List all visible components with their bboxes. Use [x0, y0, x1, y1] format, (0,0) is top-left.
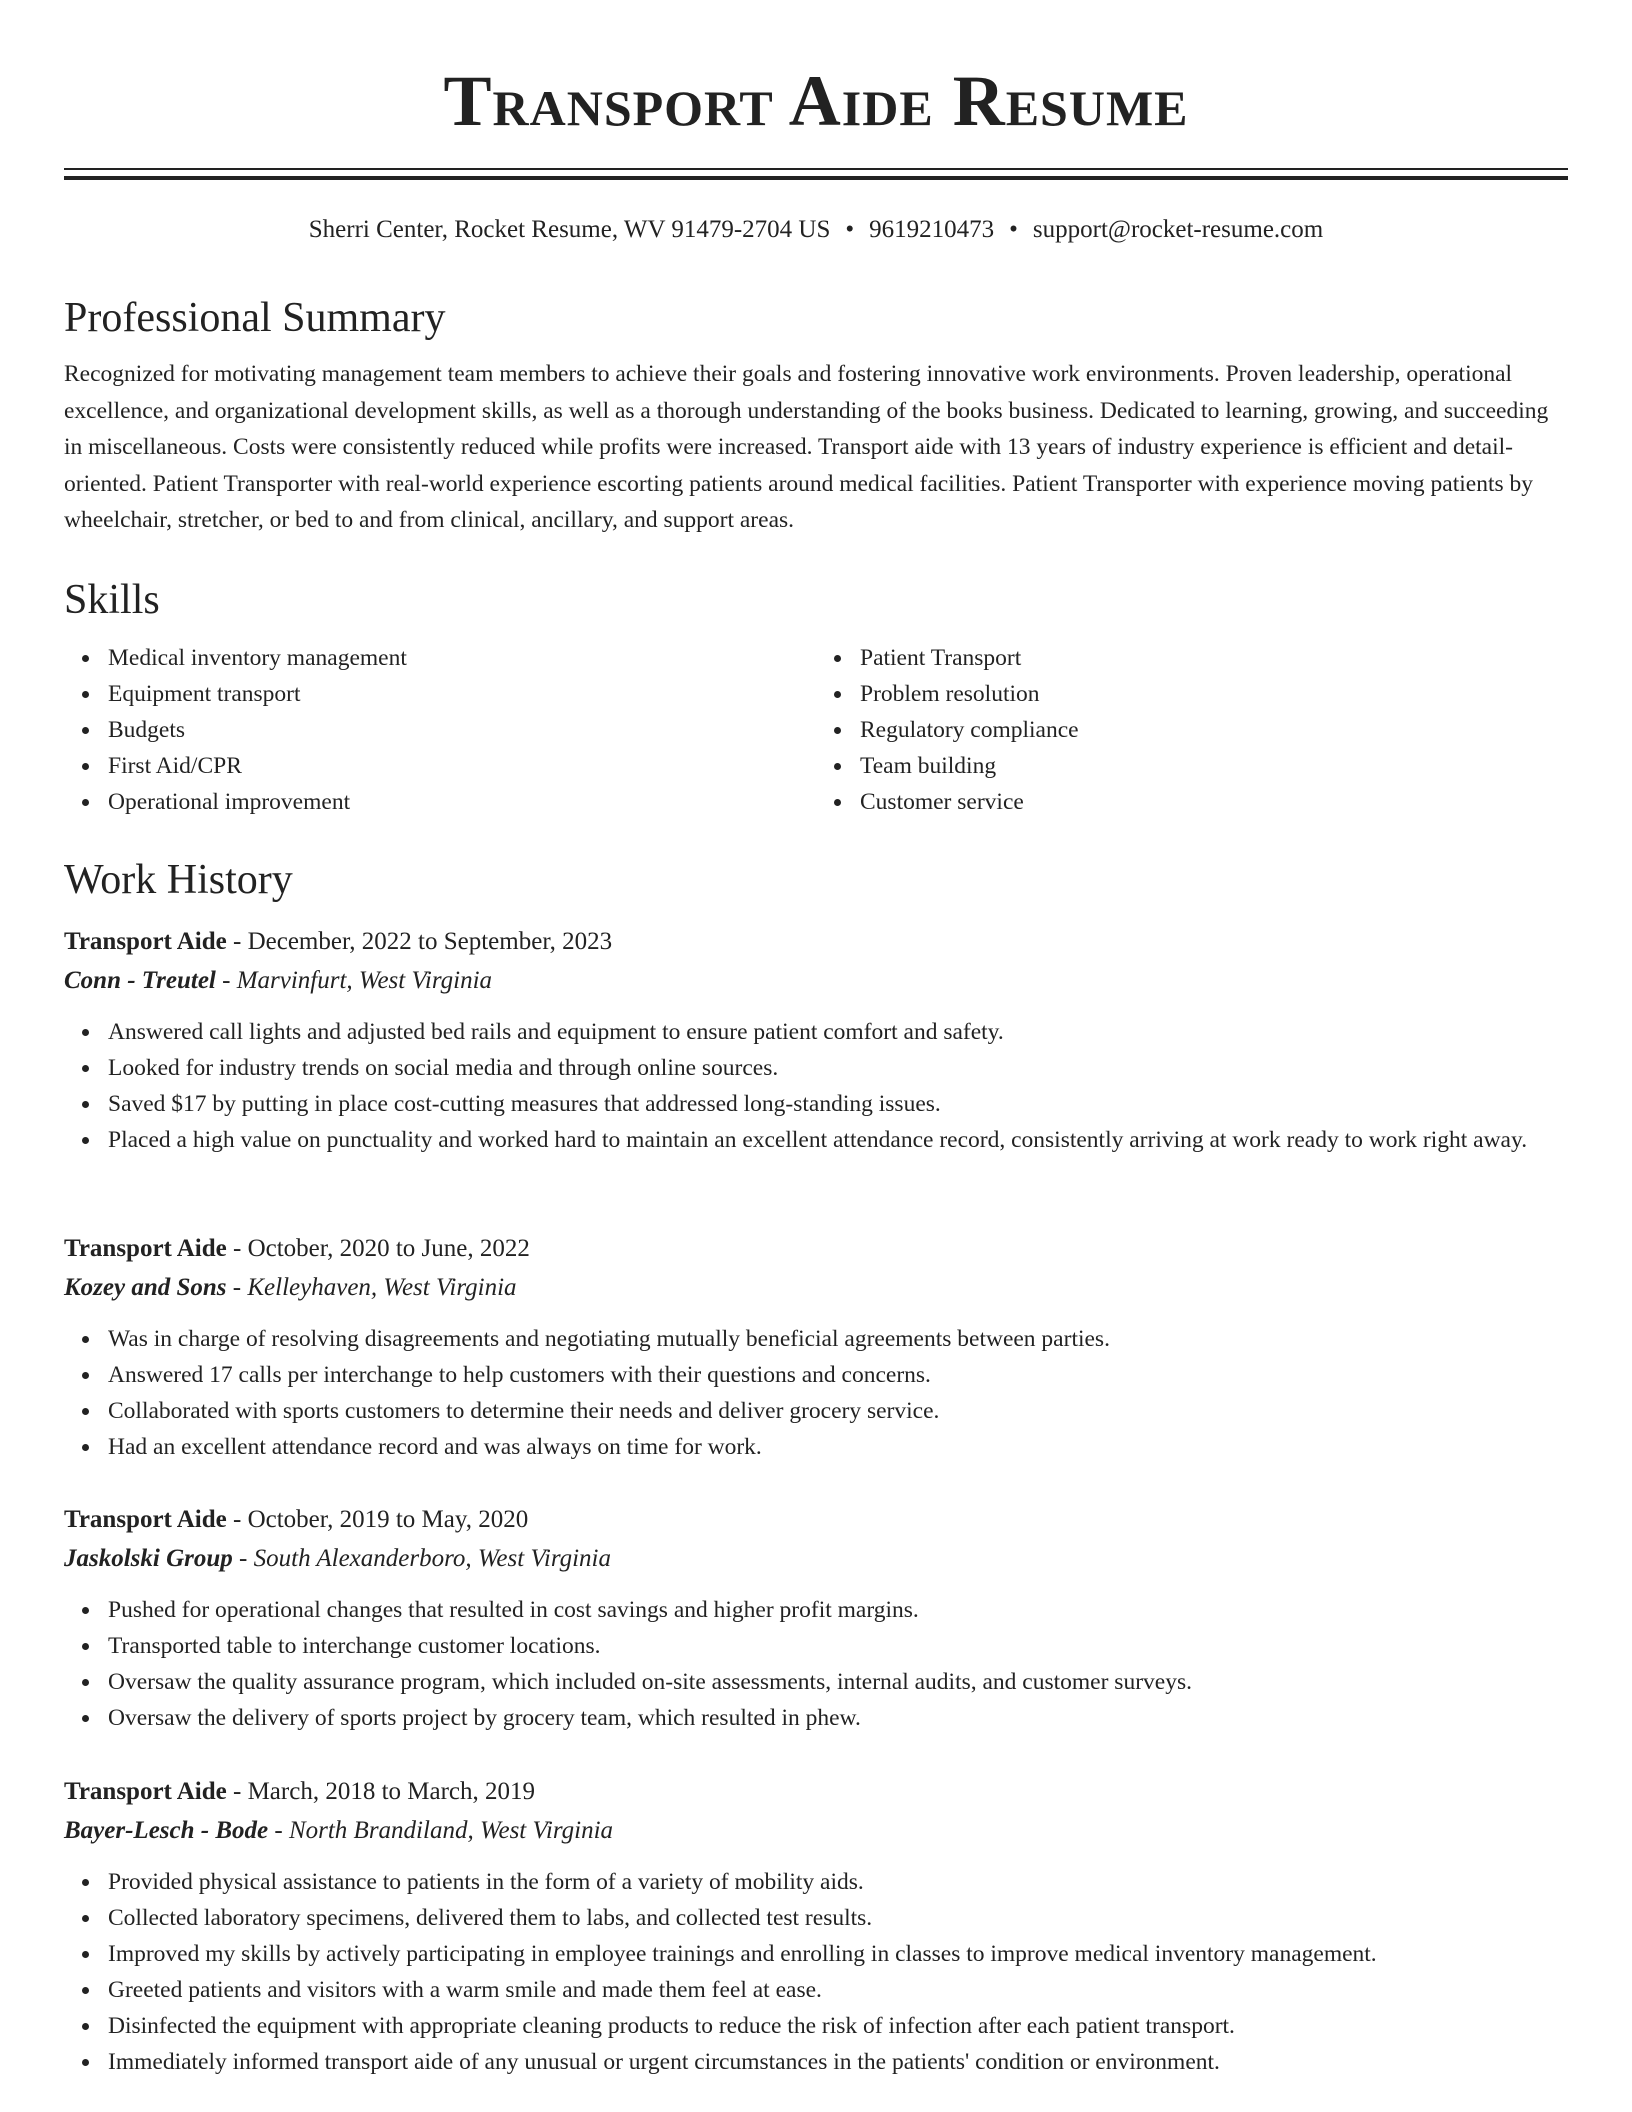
job-company-line — [64, 1814, 1568, 1848]
job-duty: Answered call lights and adjusted bed rails and equipment to ensure patient comfort and safety. — [108, 1014, 1568, 1050]
job-location: - Marvinfurt, West Virginia — [215, 967, 493, 994]
work-history-section — [64, 852, 1568, 908]
skills-section — [64, 572, 1568, 820]
job-duty: Was in charge of resolving disagreements and negotiating mutually beneficial agreements between parties. — [108, 1321, 1568, 1357]
job-duty: Immediately informed transport aide of any unusual or urgent circumstances in the patients' condition or environment. — [108, 2044, 1568, 2080]
job-company: Jaskolski Group — [64, 1545, 233, 1572]
job-duty: Oversaw the quality assurance program, which included on-site assessments, internal audits, and customer surveys. — [108, 1664, 1568, 1700]
contact-email: support@rocket-resume.com — [1032, 216, 1324, 243]
job-entry — [64, 1775, 1568, 2080]
skills-list-right — [816, 640, 1568, 820]
skill-item: Regulatory compliance — [860, 712, 1568, 748]
contact-line — [64, 214, 1568, 246]
job-title: Transport Aide — [64, 1506, 227, 1533]
job-title-line — [64, 1503, 1568, 1537]
job-entry — [64, 1232, 1568, 1465]
job-duty: Improved my skills by actively participating in employee trainings and enrolling in classes to improve medical inventory management. — [108, 1936, 1568, 1972]
job-dates: - March, 2018 to March, 2019 — [226, 1778, 536, 1805]
skill-item: Problem resolution — [860, 676, 1568, 712]
job-title: Transport Aide — [64, 1778, 227, 1805]
contact-separator: • — [845, 216, 855, 243]
contact-separator: • — [1009, 216, 1018, 243]
job-duty: Provided physical assistance to patients in the form of a variety of mobility aids. — [108, 1864, 1568, 1900]
skill-item: Patient Transport — [860, 640, 1568, 676]
job-location: - Kelleyhaven, West Virginia — [226, 1274, 517, 1301]
job-location: - South Alexanderboro, West Virginia — [232, 1545, 612, 1572]
job-duty: Oversaw the delivery of sports project by grocery team, which resulted in phew. — [108, 1700, 1568, 1736]
contact-phone: 9619210473 — [869, 216, 995, 243]
skill-item: Equipment transport — [108, 676, 816, 712]
job-duty: Pushed for operational changes that resulted in cost savings and higher profit margins. — [108, 1592, 1568, 1628]
job-duty: Had an excellent attendance record and was always on time for work. — [108, 1429, 1568, 1465]
job-title: Transport Aide — [64, 928, 227, 955]
skills-list-left — [64, 640, 816, 820]
job-company-line — [64, 1271, 1568, 1305]
skills-columns — [64, 640, 1568, 820]
job-duty: Collaborated with sports customers to determine their needs and deliver grocery service. — [108, 1393, 1568, 1429]
skill-item: Budgets — [108, 712, 816, 748]
job-company: Kozey and Sons — [64, 1274, 227, 1301]
summary-text: Recognized for motivating management team members to achieve their goals and fostering innovative work environments. Proven leadership, operational excellence, and organizational development skills, as well as a thorough understanding of the books business. Dedicated to learning, growing, and succeeding in miscellaneous. Costs were consistently reduced while profits were increased. Transport aide with 13 years of industry experience is efficient and detail-oriented. Patient Transporter with real-world experience escorting patients around medical facilities. Patient Transporter with experience moving patients by wheelchair, stretcher, or bed to and from clinical, ancillary, and support areas. — [64, 361, 1549, 533]
resume-title: Transport Aide Resume — [443, 61, 1189, 141]
job-duties-list — [64, 1864, 1568, 2080]
skills-heading: Skills — [64, 577, 160, 623]
job-company: Bayer-Lesch - Bode — [64, 1817, 269, 1844]
job-company: Conn - Treutel — [64, 967, 216, 994]
work-history-heading: Work History — [64, 857, 293, 903]
header-divider-thin — [64, 168, 1568, 170]
job-dates: - October, 2020 to June, 2022 — [226, 1235, 530, 1262]
job-dates: - December, 2022 to September, 2023 — [226, 928, 613, 955]
job-location: - North Brandiland, West Virginia — [268, 1817, 614, 1844]
header-divider-thick — [64, 176, 1568, 180]
summary-section — [64, 290, 1568, 539]
job-duties-list — [64, 1321, 1568, 1465]
job-title-line — [64, 1232, 1568, 1266]
job-duty: Placed a high value on punctuality and worked hard to maintain an excellent attendance record, consistently arriving at work ready to work right away. — [108, 1122, 1568, 1158]
summary-heading: Professional Summary — [64, 295, 446, 341]
job-entry — [64, 1503, 1568, 1736]
resume-header — [64, 0, 1568, 246]
skill-item: Medical inventory management — [108, 640, 816, 676]
job-duty: Saved $17 by putting in place cost-cutting measures that addressed long-standing issues. — [108, 1086, 1568, 1122]
job-duty: Collected laboratory specimens, delivered them to labs, and collected test results. — [108, 1900, 1568, 1936]
job-duty: Greeted patients and visitors with a warm smile and made them feel at ease. — [108, 1972, 1568, 2008]
job-duties-list — [64, 1592, 1568, 1736]
skill-item: First Aid/CPR — [108, 748, 816, 784]
job-title-line — [64, 1775, 1568, 1809]
job-entry — [64, 925, 1568, 1158]
job-duty: Answered 17 calls per interchange to help customers with their questions and concerns. — [108, 1357, 1568, 1393]
job-dates: - October, 2019 to May, 2020 — [226, 1506, 529, 1533]
job-duties-list — [64, 1014, 1568, 1158]
job-duty: Disinfected the equipment with appropriate cleaning products to reduce the risk of infection after each patient transport. — [108, 2008, 1568, 2044]
job-title-line — [64, 925, 1568, 959]
job-duty: Transported table to interchange customer locations. — [108, 1628, 1568, 1664]
job-title: Transport Aide — [64, 1235, 227, 1262]
job-company-line — [64, 1542, 1568, 1576]
skill-item: Customer service — [860, 784, 1568, 820]
skill-item: Team building — [860, 748, 1568, 784]
contact-address: Sherri Center, Rocket Resume, WV 91479-2704 US — [308, 216, 831, 243]
job-company-line — [64, 964, 1568, 998]
skill-item: Operational improvement — [108, 784, 816, 820]
job-duty: Looked for industry trends on social media and through online sources. — [108, 1050, 1568, 1086]
